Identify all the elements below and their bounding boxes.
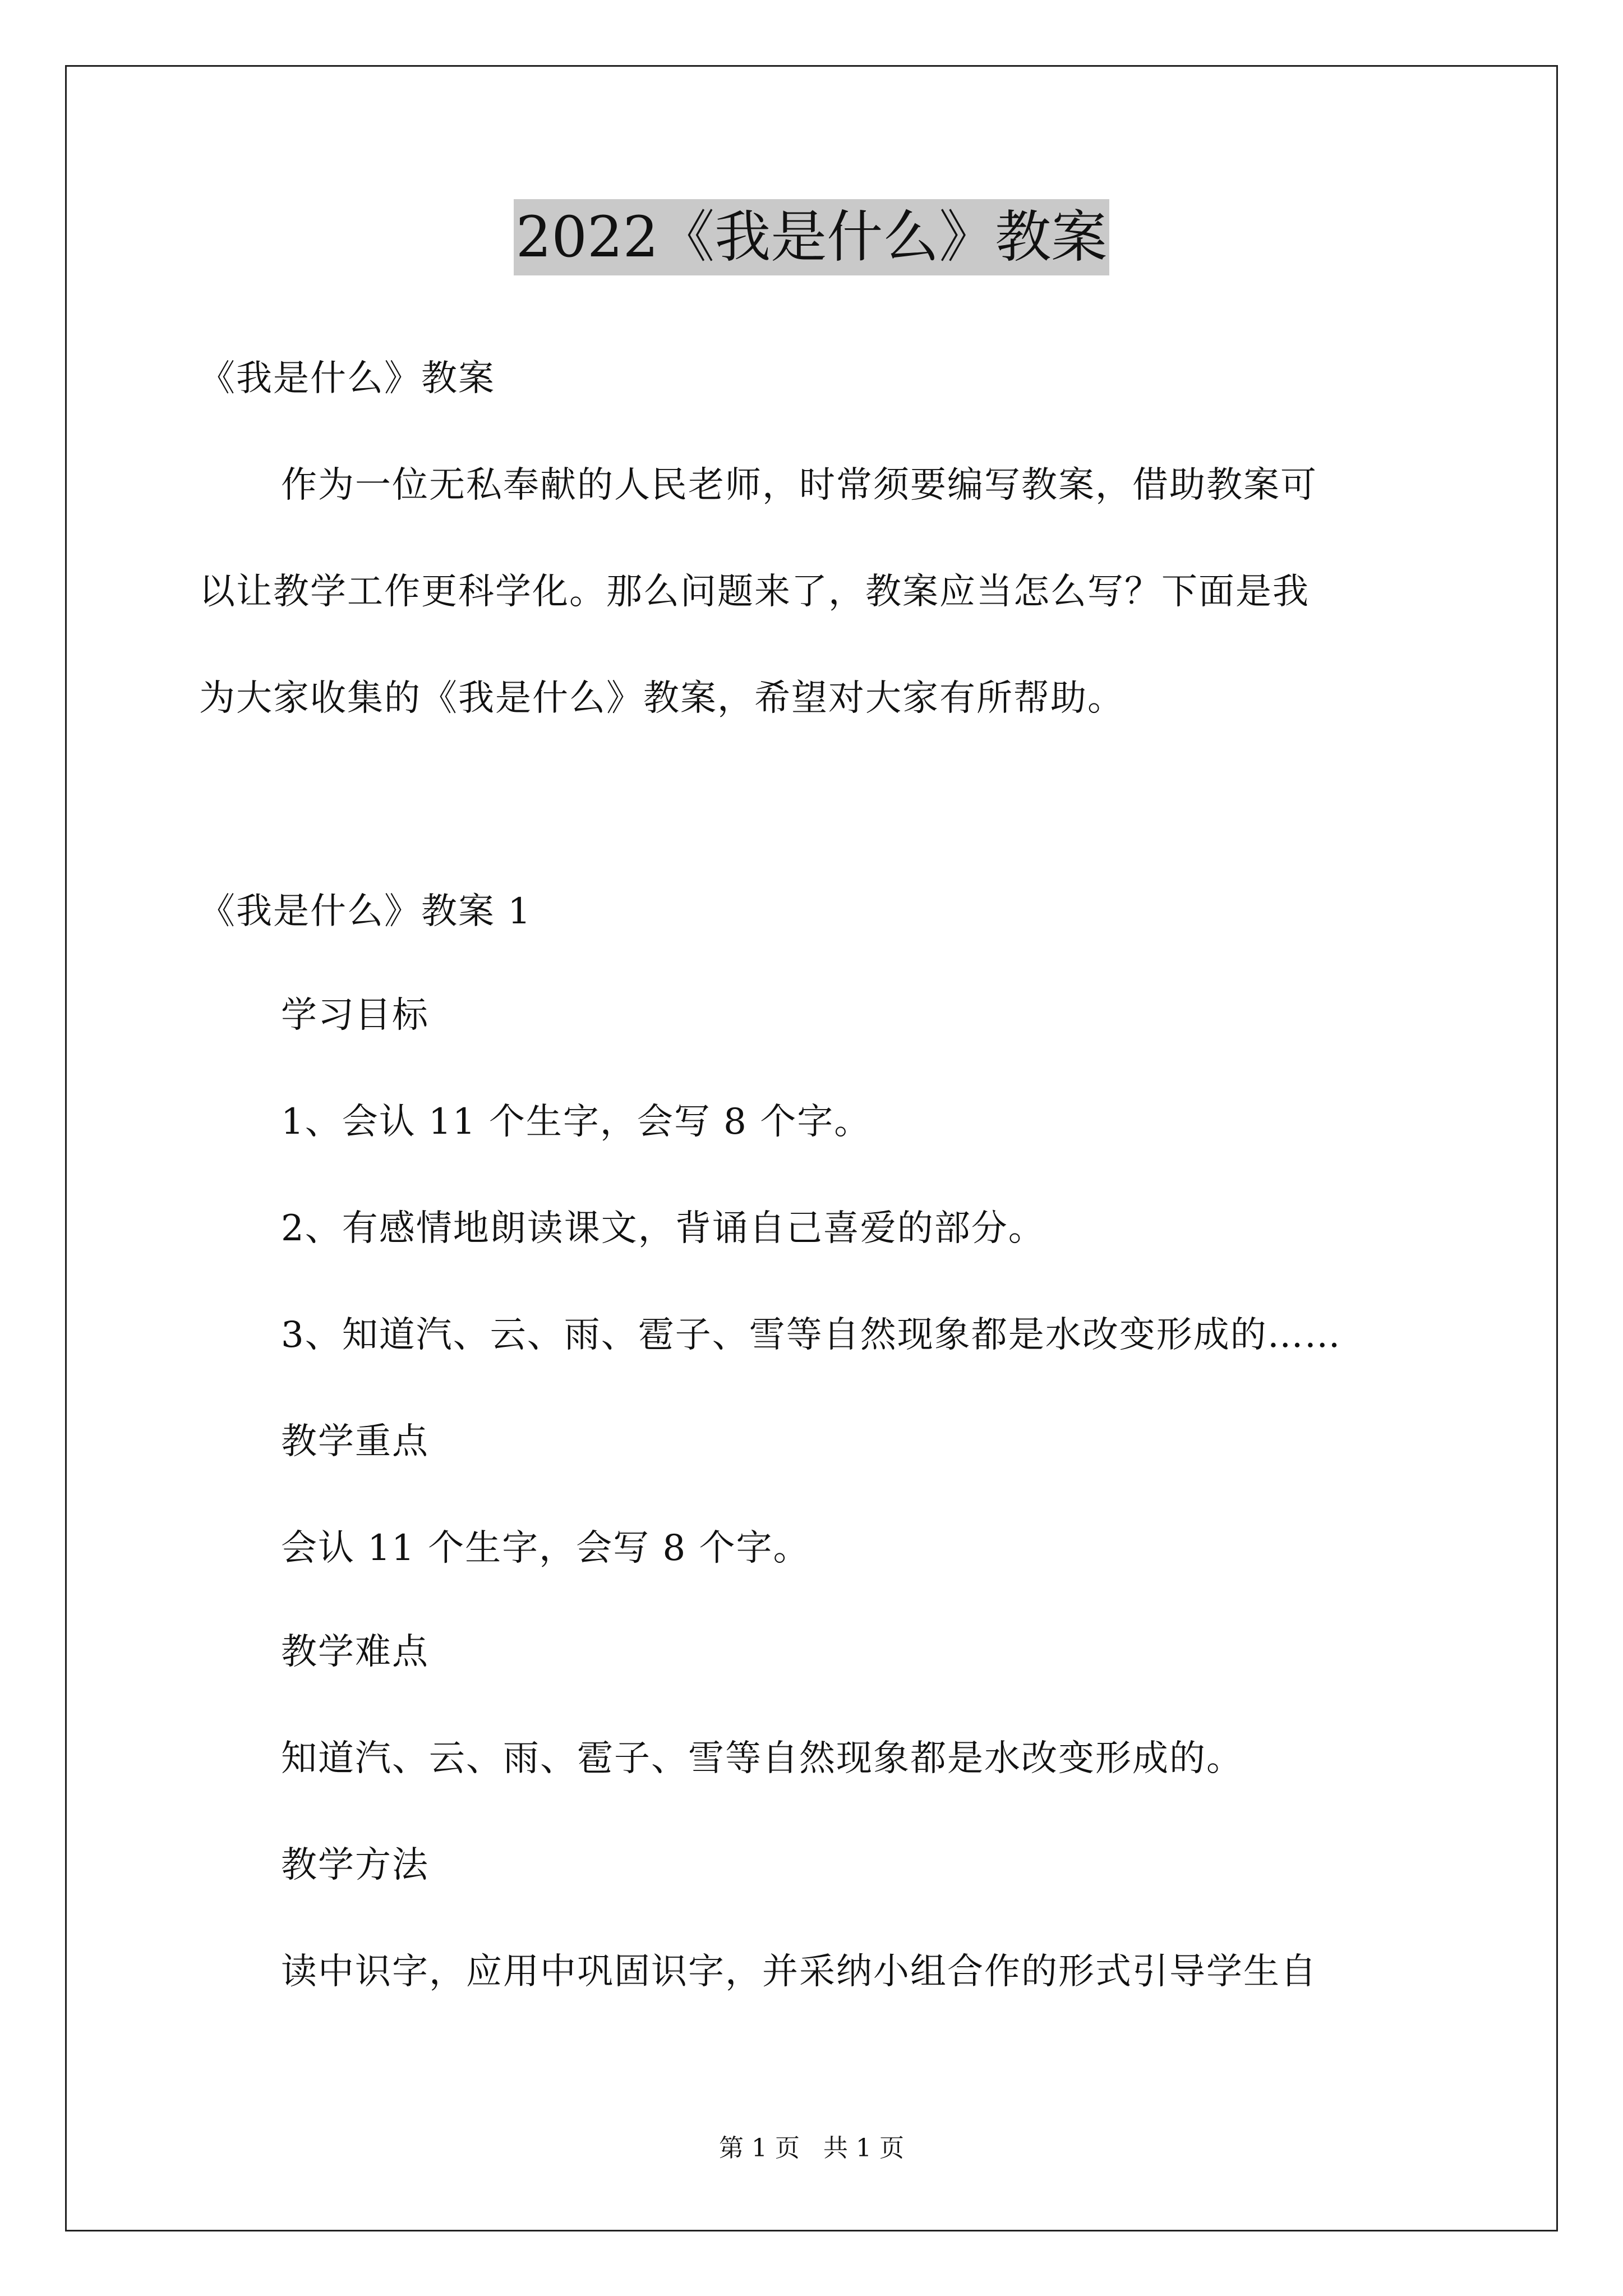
heading-teaching-difficulty: 教学难点 <box>281 1631 429 1673</box>
section-heading: 《我是什么》教案 1 <box>199 891 532 932</box>
goal-item-2: 2、有感情地朗读课文，背诵自己喜爱的部分。 <box>281 1208 1045 1249</box>
document-subtitle: 《我是什么》教案 <box>199 358 495 399</box>
intro-line-2: 以让教学工作更科学化。那么问题来了，教案应当怎么写？下面是我 <box>199 571 1310 613</box>
teaching-focus-text: 会认 11 个生字，会写 8 个字。 <box>281 1527 810 1569</box>
intro-line-3: 为大家收集的《我是什么》教案，希望对大家有所帮助。 <box>199 678 1124 719</box>
goal-item-3: 3、知道汽、云、雨、雹子、雪等自然现象都是水改变形成的…… <box>281 1314 1341 1356</box>
heading-teaching-method: 教学方法 <box>281 1844 429 1886</box>
teaching-difficulty-text: 知道汽、云、雨、雹子、雪等自然现象都是水改变形成的。 <box>281 1738 1243 1779</box>
page-number-total: 共 1 页 <box>823 2134 904 2162</box>
page-number-current: 第 1 页 <box>719 2134 800 2162</box>
heading-learning-goals: 学习目标 <box>281 995 429 1036</box>
page-footer <box>0 2132 1623 2165</box>
teaching-method-text: 读中识字，应用中巩固识字，并采纳小组合作的形式引导学生自 <box>281 1951 1317 1993</box>
goal-item-1: 1、会认 11 个生字，会写 8 个字。 <box>281 1101 872 1143</box>
document-title: 2022《我是什么》教案 <box>514 199 1110 275</box>
title-container <box>0 199 1623 275</box>
heading-teaching-focus: 教学重点 <box>281 1421 429 1462</box>
intro-line-1: 作为一位无私奉献的人民老师，时常须要编写教案，借助教案可 <box>281 464 1317 506</box>
